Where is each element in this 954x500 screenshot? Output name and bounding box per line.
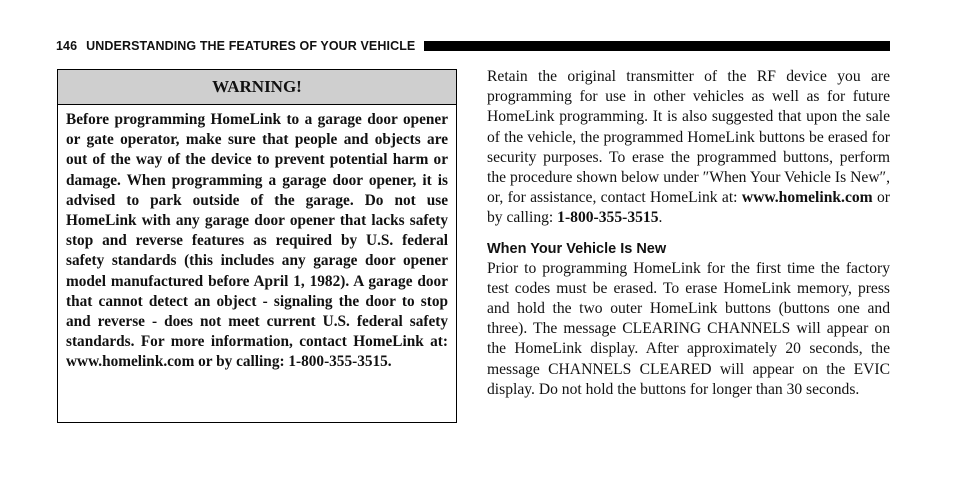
subheading: When Your Vehicle Is New bbox=[487, 240, 667, 257]
new-vehicle-paragraph: Prior to programming HomeLink for the first time the factory test codes must be erased. To erase HomeLink memory, press and hold the two outer HomeLink buttons (buttons one and three). The message CLEARING CHANNELS will appear on the HomeLink display. After approximately 20 seconds, the message CHANNELS CLEARED will appear on the EVIC display. Do not hold the buttons for longer than 30 seconds. bbox=[487, 259, 890, 398]
header-rule bbox=[424, 41, 890, 51]
warning-title: WARNING! bbox=[58, 70, 456, 105]
page-header bbox=[56, 37, 890, 55]
retain-transmitter-paragraph bbox=[487, 67, 890, 229]
right-column bbox=[487, 67, 890, 400]
warning-box bbox=[57, 69, 457, 423]
page-number: 146 bbox=[56, 39, 78, 53]
section-title: UNDERSTANDING THE FEATURES OF YOUR VEHICLE bbox=[86, 39, 416, 53]
paragraph-text: or by calling: bbox=[487, 189, 890, 227]
warning-body: Before programming HomeLink to a garage door opener or gate operator, make sure that people and objects are out of the way of the device to prevent potential harm or damage. When programming a garage door opener, it is advised to park outside of the garage. Do not use HomeLink with any garage door opener that lacks safety stop and reverse features as required by U.S. federal safety standards (this includes any garage door opener model manufactured before April 1, 1982). A garage door that cannot detect an object - signaling the door to stop and reverse - does not meet current U.S. federal safety standards. For more information, contact HomeLink at: www.homelink.com or by calling: 1-800-355-3515. bbox=[66, 111, 448, 371]
paragraph-text: Retain the original transmitter of the RF device you are programming for use in other vehicles as well as for future HomeLink programming. It is also suggested that upon the sale of the vehicle, the programmed HomeLink buttons be erased for security purposes. To erase the programmed buttons, perform the procedure shown below under ″When Your Vehicle Is New″, or, for assistance, contact HomeLink at: bbox=[487, 68, 890, 207]
paragraph-text: . bbox=[658, 209, 663, 227]
homelink-website: www.homelink.com bbox=[741, 189, 873, 207]
homelink-phone: 1-800-355-3515 bbox=[557, 209, 659, 227]
